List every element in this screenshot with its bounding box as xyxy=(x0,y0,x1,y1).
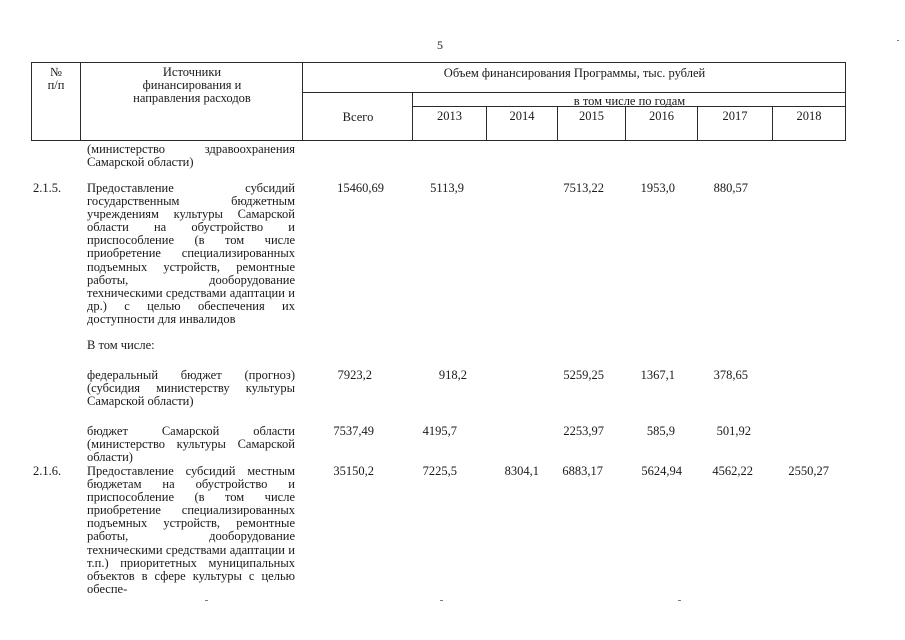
page-number: 5 xyxy=(437,38,443,52)
cell-2013: 918,2 xyxy=(438,368,467,382)
cell-2016: 1953,0 xyxy=(640,181,675,195)
scan-speck xyxy=(678,600,681,601)
cell-2015: 5259,25 xyxy=(563,368,604,382)
header-col-no: № п/п xyxy=(47,65,65,92)
cell-total: 35150,2 xyxy=(333,464,374,478)
row-text: бюджет Самарской области (министерство культуры Самарской области) xyxy=(87,424,295,465)
cell-2015: 2253,97 xyxy=(563,424,604,438)
scan-speck xyxy=(897,40,899,41)
volume-divider xyxy=(302,92,846,93)
row-text: Предоставление субсидий государственным бюджетным учреждениям культуры Самарской области на обустройство и приспособление (в том числе приобретение специализированных подъемных устройств, ремонтные работы, дооборудование техническими средствами адаптации и др.) с целью обеспечения их доступности для инвалидов xyxy=(87,181,295,326)
cell-total: 15460,69 xyxy=(337,181,384,195)
cell-2016: 5624,94 xyxy=(641,464,682,478)
header-col-sources: Источники финансирования и направления расходов xyxy=(133,65,251,105)
header-year-2014: 2014 xyxy=(509,109,535,123)
cell-2016: 1367,1 xyxy=(640,368,675,382)
cell-2015: 6883,17 xyxy=(562,464,603,478)
header-top-border xyxy=(31,62,846,63)
cell-2015: 7513,22 xyxy=(563,181,604,195)
row-text: Предоставление субсидий местным бюджетам на обустройство и приспособление (в том числе приобретение специализированных подъемных устройств, ремонтные работы, дооборудование техническими средствами адаптации и т.п.) приоритетных муниципальных объектов в сфере культуры с целью обеспе- xyxy=(87,464,295,596)
cell-2017: 501,92 xyxy=(716,424,751,438)
header-year-2015: 2015 xyxy=(579,109,604,123)
header-year-2016: 2016 xyxy=(649,109,674,123)
header-year-2013: 2013 xyxy=(437,109,462,123)
cell-2017: 880,57 xyxy=(713,181,748,195)
header-bottom-border xyxy=(31,140,846,141)
header-col-total: Всего xyxy=(342,110,374,124)
scan-speck xyxy=(205,600,208,601)
row-text: федеральный бюджет (прогноз) (субсидия министерству культуры Самарской области) xyxy=(87,368,295,409)
row-text: (министерство здравоохранения Самарской области) xyxy=(87,142,295,170)
cell-2017: 4562,22 xyxy=(712,464,753,478)
cell-2013: 5113,9 xyxy=(430,181,464,195)
header-col-by-years: в том числе по годам xyxy=(573,94,686,108)
cell-2013: 4195,7 xyxy=(422,424,457,438)
cell-2016: 585,9 xyxy=(646,424,675,438)
header-year-2017: 2017 xyxy=(722,109,748,123)
row-number: 2.1.6. xyxy=(33,464,62,478)
row-text: В том числе: xyxy=(87,338,155,352)
cell-2013: 7225,5 xyxy=(422,464,457,478)
cell-2014: 8304,1 xyxy=(504,464,539,478)
cell-total: 7537,49 xyxy=(333,424,374,438)
row-number: 2.1.5. xyxy=(33,181,62,195)
scan-speck xyxy=(440,600,443,601)
cell-2017: 378,65 xyxy=(713,368,748,382)
cell-2018: 2550,27 xyxy=(788,464,829,478)
cell-total: 7923,2 xyxy=(337,368,372,382)
header-col-volume: Объем финансирования Программы, тыс. рублей xyxy=(443,66,706,80)
header-year-2018: 2018 xyxy=(796,109,822,123)
